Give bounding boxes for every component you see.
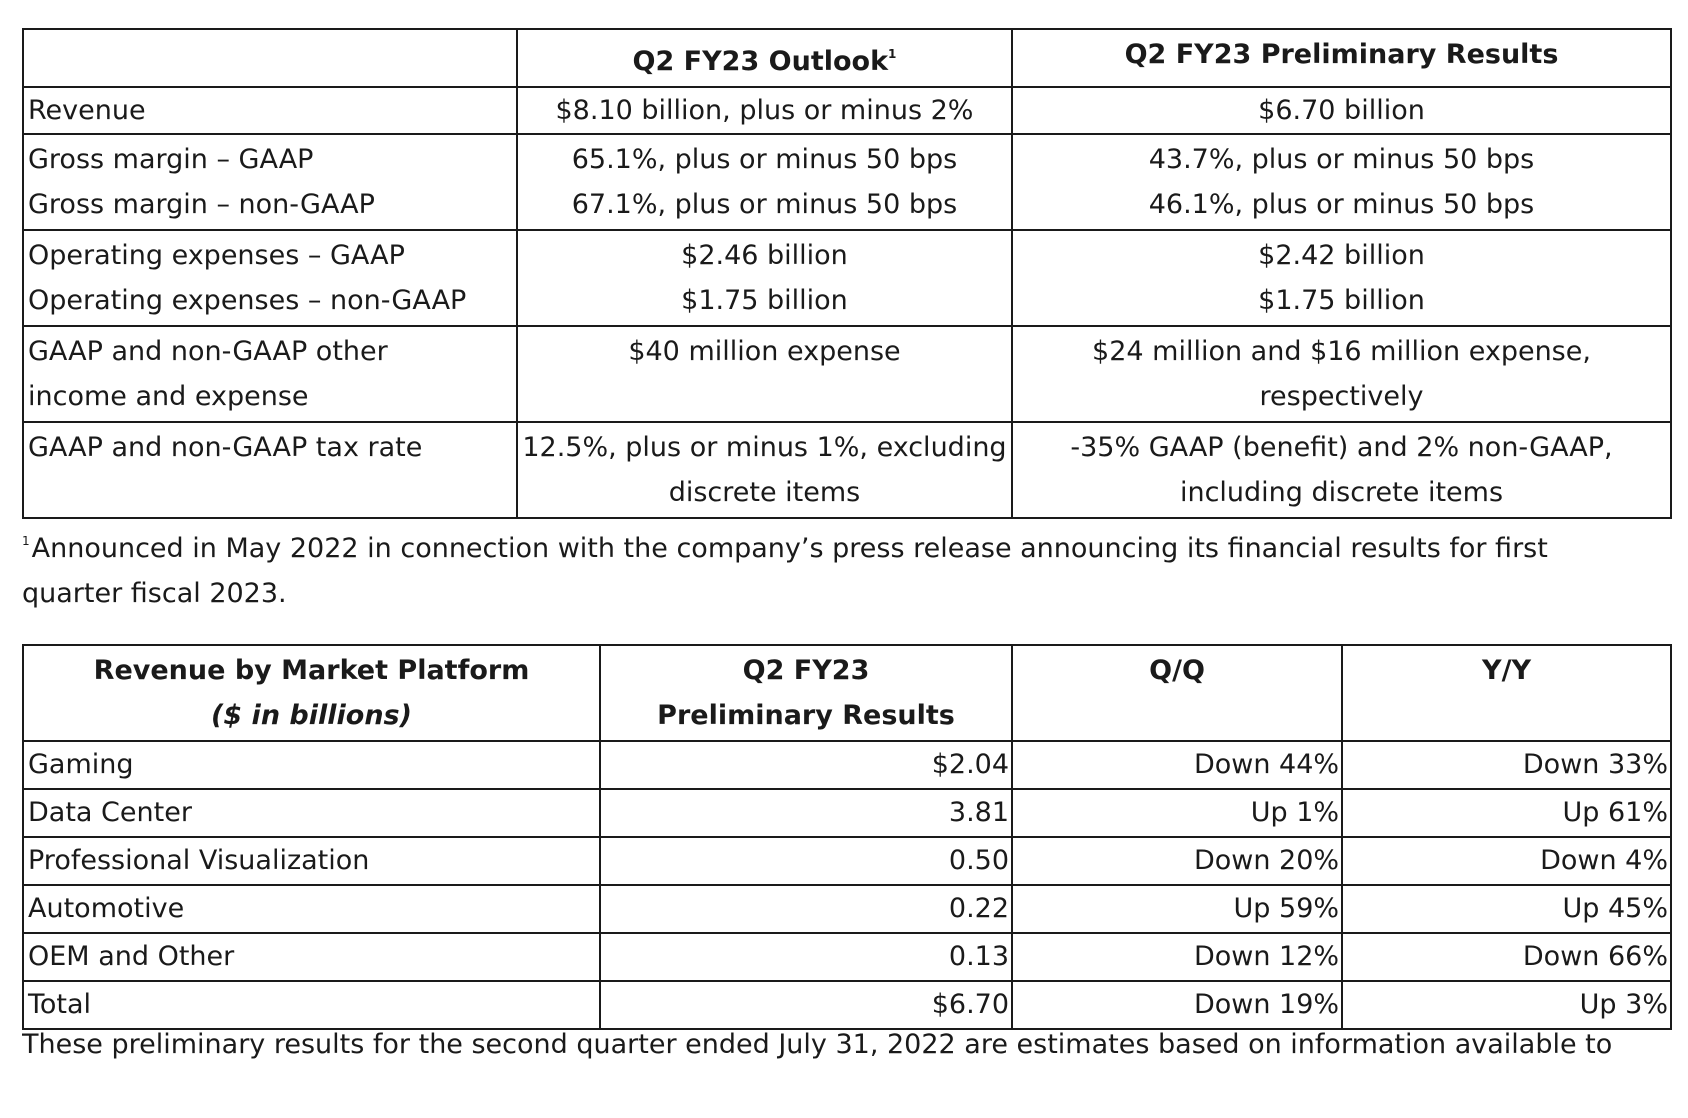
outlook-header-empty (23, 29, 517, 87)
outlook-header-results: Q2 FY23 Preliminary Results (1012, 29, 1671, 87)
table-row (23, 87, 1671, 134)
platform-name: Data Center (23, 789, 600, 837)
platform-name: Automotive (23, 885, 600, 933)
platform-name: Gaming (23, 741, 600, 789)
platform-yy: Up 3% (1342, 981, 1671, 1029)
outlook-value: $40 million expense (517, 326, 1012, 422)
platform-qq: Down 20% (1012, 837, 1342, 885)
footnote-marker: 1 (22, 534, 30, 548)
outlook-value: 65.1%, plus or minus 50 bps 67.1%, plus or minus 50 bps (517, 134, 1012, 230)
footnote-text-line2: quarter fiscal 2023. (22, 578, 287, 609)
platform-header-market: Revenue by Market Platform ($ in billions) (23, 645, 600, 741)
table-row (23, 326, 1671, 422)
platform-yy: Down 33% (1342, 741, 1671, 789)
results-value: $2.42 billion $1.75 billion (1012, 230, 1671, 326)
results-value: -35% GAAP (benefit) and 2% non-GAAP, including discrete items (1012, 422, 1671, 518)
outlook-value: 12.5%, plus or minus 1%, excluding discrete items (517, 422, 1012, 518)
platform-qq: Down 44% (1012, 741, 1342, 789)
platform-table (22, 644, 1672, 1030)
table-row (23, 741, 1671, 789)
footnote (22, 519, 1672, 616)
platform-results: 0.22 (600, 885, 1012, 933)
platform-header-results: Q2 FY23 Preliminary Results (600, 645, 1012, 741)
platform-yy: Up 61% (1342, 789, 1671, 837)
row-label: GAAP and non-GAAP other income and expense (23, 326, 517, 422)
row-label: GAAP and non-GAAP tax rate (23, 422, 517, 518)
results-value: 43.7%, plus or minus 50 bps 46.1%, plus or minus 50 bps (1012, 134, 1671, 230)
platform-qq: Up 1% (1012, 789, 1342, 837)
footnote-text-line1: Announced in May 2022 in connection with the company’s press release announcing its financial results for first (31, 533, 1548, 564)
table-row (23, 789, 1671, 837)
footnote-marker: 1 (888, 47, 897, 61)
platform-yy: Down 66% (1342, 933, 1671, 981)
platform-yy: Up 45% (1342, 885, 1671, 933)
row-label: Revenue (23, 87, 517, 134)
platform-header-yy: Y/Y (1342, 645, 1671, 741)
platform-header-qq: Q/Q (1012, 645, 1342, 741)
platform-name: Professional Visualization (23, 837, 600, 885)
table-row (23, 933, 1671, 981)
trailing-paragraph-text: These preliminary results for the second quarter ended July 31, 2022 are estimates based on information available to (22, 1029, 1613, 1060)
results-value: $24 million and $16 million expense, respectively (1012, 326, 1671, 422)
row-label: Gross margin – GAAP Gross margin – non-GAAP (23, 134, 517, 230)
table-row (23, 230, 1671, 326)
document-page (22, 28, 1672, 1030)
outlook-value: $2.46 billion $1.75 billion (517, 230, 1012, 326)
table-row (23, 837, 1671, 885)
platform-qq: Down 19% (1012, 981, 1342, 1029)
platform-qq: Up 59% (1012, 885, 1342, 933)
outlook-header-outlook: Q2 FY23 Outlook$^1$ (517, 29, 1012, 87)
table-row (23, 885, 1671, 933)
table-row (23, 134, 1671, 230)
platform-qq: Down 12% (1012, 933, 1342, 981)
row-label: Operating expenses – GAAP Operating expenses – non-GAAP (23, 230, 517, 326)
results-value: $6.70 billion (1012, 87, 1671, 134)
outlook-table-header-row (23, 29, 1671, 87)
outlook-value: $8.10 billion, plus or minus 2% (517, 87, 1012, 134)
platform-yy: Down 4% (1342, 837, 1671, 885)
platform-results: 0.13 (600, 933, 1012, 981)
platform-table-header-row (23, 645, 1671, 741)
platform-name: OEM and Other (23, 933, 600, 981)
platform-results: $6.70 (600, 981, 1012, 1029)
platform-results: 3.81 (600, 789, 1012, 837)
platform-results: $2.04 (600, 741, 1012, 789)
outlook-table (22, 28, 1672, 519)
platform-results: 0.50 (600, 837, 1012, 885)
platform-name: Total (23, 981, 600, 1029)
table-row (23, 422, 1671, 518)
